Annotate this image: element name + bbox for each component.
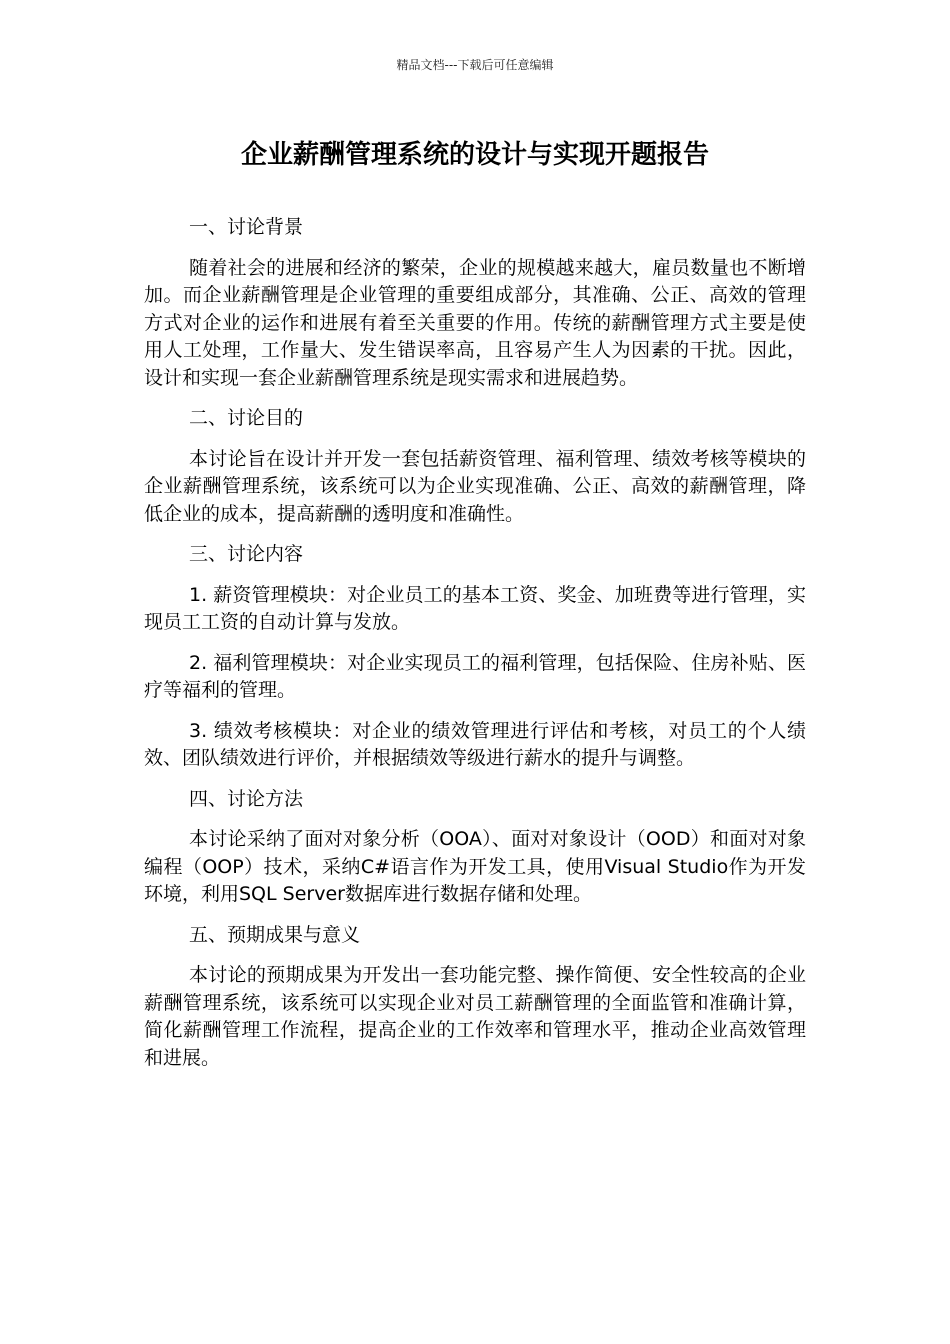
paragraph: 随着社会的进展和经济的繁荣，企业的规模越来越大，雇员数量也不断增加。而企业薪酬管理是企业管理的重要组成部分，其准确、公正、高效的管理方式对企业的运作和进展有着至关重要的作用。传统的薪酬管理方式主要是使用人工处理，工作量大、发生错误率高，且容易产生人为因素的干扰。因此，设计和实现一套企业薪酬管理系统是现实需求和进展趋势。 <box>144 256 806 389</box>
section-outcomes <box>144 922 806 1073</box>
paragraph: 本讨论的预期成果为开发出一套功能完整、操作简便、安全性较高的企业薪酬管理系统，该系统可以实现企业对员工薪酬管理的全面监管和准确计算，简化薪酬管理工作流程，提高企业的工作效率和管理水平，推动企业高效管理和进展。 <box>144 964 806 1069</box>
section-heading: 五、预期成果与意义 <box>189 923 361 946</box>
section-heading: 一、讨论背景 <box>189 216 304 238</box>
list-item: 1. 薪资管理模块：对企业员工的基本工资、奖金、加班费等进行管理，实现员工工资的自动计算与发放。 <box>144 583 806 633</box>
section-background <box>144 214 806 392</box>
section-purpose <box>144 405 806 528</box>
paragraph: 本讨论旨在设计并开发一套包括薪资管理、福利管理、绩效考核等模块的企业薪酬管理系统，该系统可以为企业实现准确、公正、高效的薪酬管理，降低企业的成本，提高薪酬的透明度和准确性。 <box>144 447 806 525</box>
section-heading: 三、讨论内容 <box>189 543 304 565</box>
document-body <box>144 214 806 1085</box>
paragraph: 本讨论采纳了面对对象分析（OOA）、面对对象设计（OOD）和面对对象编程（OOP）技术，采纳C#语言作为开发工具，使用Visual Studio作为开发环境，利用SQL Server数据库进行数据存储和处理。 <box>144 828 806 905</box>
section-heading: 四、讨论方法 <box>189 787 304 810</box>
list-item: 3. 绩效考核模块：对企业的绩效管理进行评估和考核，对员工的个人绩效、团队绩效进行评价，并根据绩效等级进行薪水的提升与调整。 <box>144 719 806 769</box>
section-method <box>144 786 806 909</box>
document-title: 企业薪酬管理系统的设计与实现开题报告 <box>240 140 709 170</box>
section-content <box>144 541 806 773</box>
list-item: 2. 福利管理模块：对企业实现员工的福利管理，包括保险、住房补贴、医疗等福利的管理。 <box>144 651 806 701</box>
section-heading: 二、讨论目的 <box>189 407 304 429</box>
header-note: 精品文档---下载后可任意编辑 <box>396 58 554 72</box>
